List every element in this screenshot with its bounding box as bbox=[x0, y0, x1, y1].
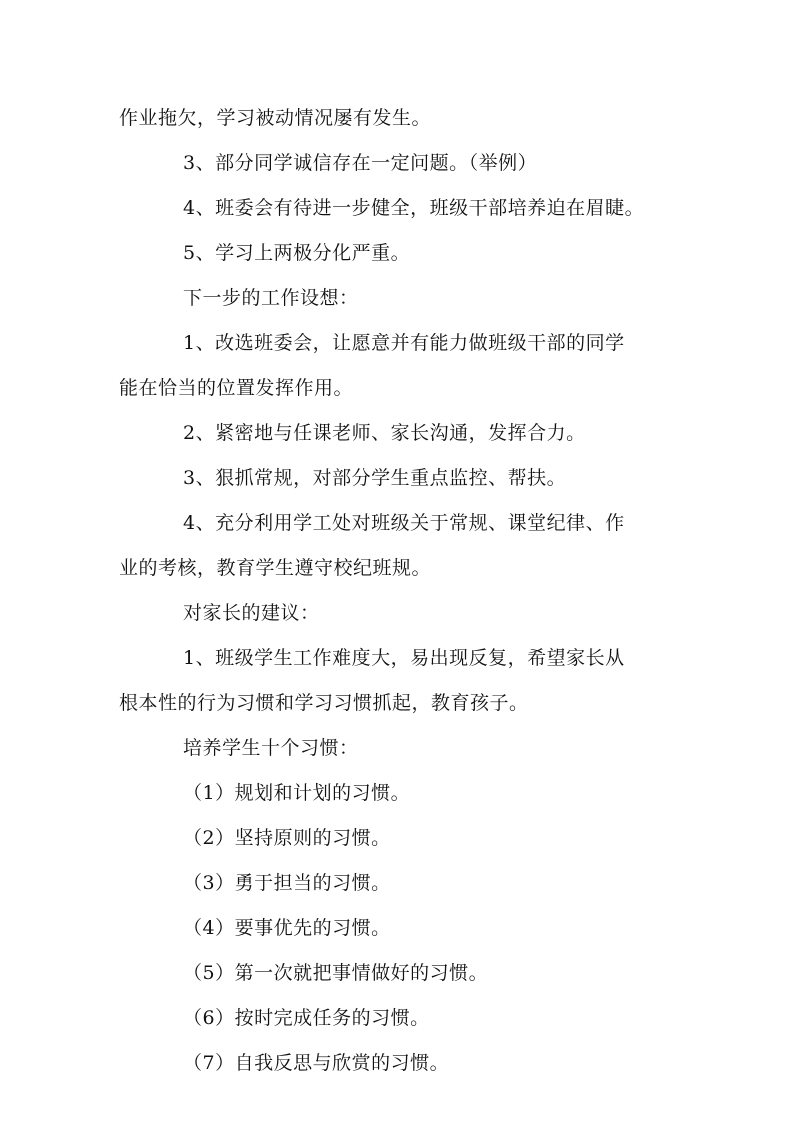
text-line-step-4: 4、充分利用学工处对班级关于常规、课堂纪律、作 bbox=[183, 512, 625, 534]
text-line-step-1-continued: 能在恰当的位置发挥作用。 bbox=[119, 377, 354, 399]
text-line-problem-5: 5、学习上两极分化严重。 bbox=[183, 242, 411, 264]
text-line-step-2: 2、紧密地与任课老师、家长沟通，发挥合力。 bbox=[183, 422, 586, 444]
text-line-problem-3: 3、部分同学诚信存在一定问题。（举例） bbox=[183, 152, 538, 174]
text-line-step-3: 3、狠抓常规，对部分学生重点监控、帮扶。 bbox=[183, 467, 567, 489]
text-line-problem-4: 4、班委会有待进一步健全，班级干部培养迫在眉睫。 bbox=[183, 197, 645, 219]
text-line-advice-1-continued: 根本性的行为习惯和学习习惯抓起，教育孩子。 bbox=[119, 692, 529, 714]
section-heading-ten-habits: 培养学生十个习惯： bbox=[183, 737, 359, 759]
list-item-habit-3: （3）勇于担当的习惯。 bbox=[183, 872, 391, 894]
text-line-continuation-homework: 作业拖欠，学习被动情况屡有发生。 bbox=[119, 107, 432, 129]
list-item-habit-7: （7）自我反思与欣赏的习惯。 bbox=[183, 1052, 450, 1074]
section-heading-parent-advice: 对家长的建议： bbox=[183, 602, 320, 624]
list-item-habit-5: （5）第一次就把事情做好的习惯。 bbox=[183, 962, 489, 984]
list-item-habit-4: （4）要事优先的习惯。 bbox=[183, 917, 391, 939]
list-item-habit-1: （1）规划和计划的习惯。 bbox=[183, 782, 411, 804]
list-item-habit-2: （2）坚持原则的习惯。 bbox=[183, 827, 391, 849]
text-line-step-4-continued: 业的考核，教育学生遵守校纪班规。 bbox=[119, 557, 432, 579]
section-heading-next-steps: 下一步的工作设想： bbox=[183, 287, 359, 309]
text-line-step-1: 1、改选班委会，让愿意并有能力做班级干部的同学 bbox=[183, 332, 625, 354]
list-item-habit-6: （6）按时完成任务的习惯。 bbox=[183, 1007, 430, 1029]
text-line-advice-1: 1、班级学生工作难度大，易出现反复，希望家长从 bbox=[183, 647, 625, 669]
